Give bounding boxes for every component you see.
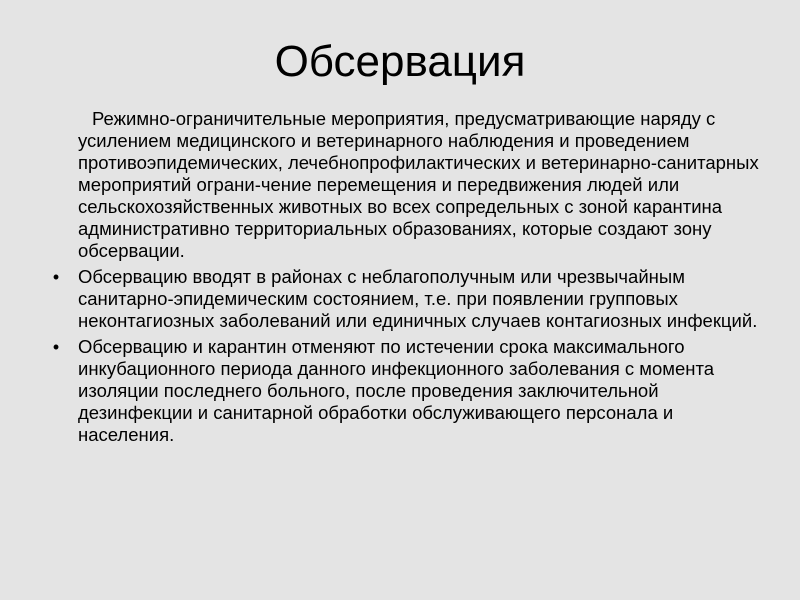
bullet-item-introduction xyxy=(48,266,768,332)
definition-paragraph xyxy=(48,108,768,262)
bullet-text: Обсервацию вводят в районах с неблагополучным или чрезвычайным санитарно-эпидемическим состоянием, т.е. при появлении групповых неконтагиозных заболеваний или единичных случаев контагиозных инфекций. xyxy=(78,266,758,331)
slide-body xyxy=(48,108,768,450)
slide-title: Обсервация xyxy=(274,37,526,86)
bullet-item-cancellation xyxy=(48,336,768,446)
bullet-icon: • xyxy=(52,267,60,287)
bullet-icon: • xyxy=(52,337,60,357)
bullet-text: Обсервацию и карантин отменяют по истечении срока максимального инкубационного периода данного инфекционного заболевания с момента изоляции последнего больного, после проведения заключительной дезинфекции и санитарной обработки обслуживающего персонала и населения. xyxy=(78,336,715,445)
definition-text: Режимно-ограничительные мероприятия, предусматривающие наряду с усилением медицинского и ветеринарного наблюдения и проведением противоэпидемических, лечебнопрофилактических и ветеринарно-санитарных мероприятий ограни-чение перемещения и передвижения людей или сельскохозяйственных животных во всех сопредельных с зоной карантина административно территориальных образованиях, которые создают зону обсервации. xyxy=(78,108,759,261)
